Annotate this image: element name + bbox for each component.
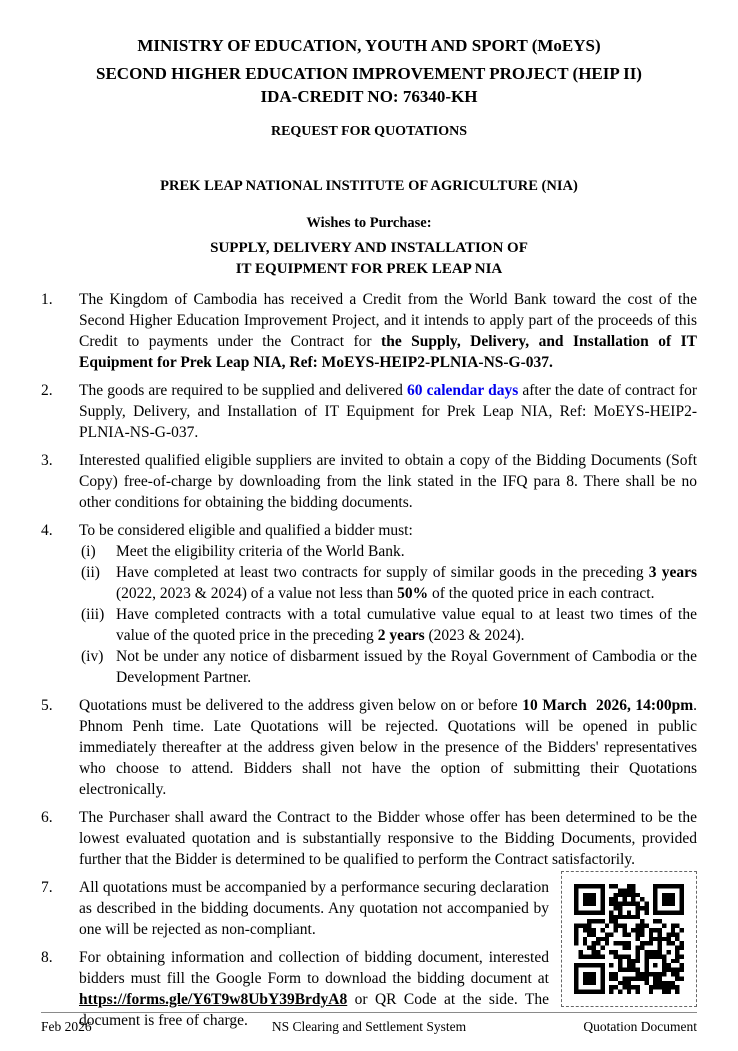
text-run: (2023 & 2024). [424, 627, 525, 644]
sub-item-label: (i) [81, 543, 96, 560]
sub-item [79, 646, 697, 688]
sub-item [79, 604, 697, 646]
text-run: All quotations must be accompanied by a performance securing declaration as described in the bidding documents. Any quotation not accompanied by one will be rejected as non-compliant. [79, 879, 549, 938]
text-run: Interested qualified eligible suppliers are invited to obtain a copy of the Bidding Documents (Soft Copy) free-of-charge by downloading from the link stated in the IFQ para 8. There shall be no other conditions for obtaining the bidding documents. [79, 452, 697, 511]
credit-number: IDA-CREDIT NO: 76340-KH [260, 87, 478, 106]
institute-title: PREK LEAP NATIONAL INSTITUTE OF AGRICULTURE (NIA) [160, 178, 578, 194]
text-run: The goods are required to be supplied and delivered [79, 382, 407, 399]
paragraph-number: 1. [41, 291, 53, 308]
paragraph-number: 6. [41, 809, 53, 826]
paragraph-text [79, 522, 413, 539]
subject-line-2: IT EQUIPMENT FOR PREK LEAP NIA [235, 261, 503, 277]
sub-item-text [116, 543, 405, 560]
text-run: Quotations must be delivered to the address given below on or before [79, 697, 523, 714]
footer-date: Feb 2026 [41, 1019, 92, 1034]
text-run: . Phnom Penh time. Late Quotations will be rejected. Quotations will be opened in public immediately thereafter at the address given below in the presence of the Bidders' representatives who choose to attend. Bidders shall not have the option of submitting their Quotations electronically. [79, 697, 697, 798]
footer-doc-type: Quotation Document [583, 1019, 697, 1034]
ministry-title: MINISTRY OF EDUCATION, YOUTH AND SPORT (MoEYS) [137, 36, 601, 55]
text-run: 2 years [377, 627, 425, 644]
text-run: The Kingdom of Cambodia has received a Credit from the World Bank toward the cost of the Second Higher Education Improvement Project, and it intends to apply part of the proceeds of this Credit to payments under the Contract for [79, 291, 697, 350]
sub-item-label: (ii) [81, 564, 100, 581]
text-run: Have completed contracts with a total cumulative value equal to at least two times of the value of the quoted price in the preceding [116, 606, 697, 644]
paragraph-number: 5. [41, 697, 53, 714]
paragraph-number: 2. [41, 382, 53, 399]
paragraph-text [79, 382, 697, 441]
paragraph-number: 7. [41, 879, 53, 896]
delivery-period-highlight: 60 calendar days [406, 382, 519, 399]
text-run: To be considered eligible and qualified a bidder must: [79, 522, 413, 539]
sub-item-text [116, 606, 697, 644]
sub-item [79, 541, 697, 562]
document-header [41, 0, 697, 280]
sub-item-label: (iii) [81, 606, 105, 623]
text-run: Not be under any notice of disbarment issued by the Royal Government of Cambodia or the Development Partner. [116, 648, 697, 686]
paragraph-text [79, 452, 697, 511]
subject-line-1: SUPPLY, DELIVERY AND INSTALLATION OF [210, 240, 528, 256]
paragraph-number: 4. [41, 522, 53, 539]
paragraph-text [79, 809, 697, 868]
paragraph-item [41, 807, 697, 870]
paragraph-text [79, 697, 697, 798]
sub-item-text [116, 648, 697, 686]
paragraph-item [41, 289, 697, 373]
text-run: (2022, 2023 & 2024) of a value not less than [116, 585, 398, 602]
text-run: Meet the eligibility criteria of the World Bank. [116, 543, 405, 560]
text-run: The Purchaser shall award the Contract to the Bidder whose offer has been determined to be the lowest evaluated quotation and is substantially responsive to the Bidding Documents, provided further that the Bidder is determined to be qualified to perform the Contract satisfactorily. [79, 809, 697, 868]
wishes-to-purchase-line: Wishes to Purchase: [306, 215, 432, 231]
text-run: 50% [397, 585, 429, 602]
paragraph-text [79, 879, 549, 938]
bidding-form-link[interactable]: https://forms.gle/Y6T9w8UbY39BrdyA8 [79, 991, 348, 1008]
sub-item [79, 562, 697, 604]
sub-item-text [116, 564, 697, 602]
paragraph-item [41, 520, 697, 688]
text-run: after the date of contract for Supply, Delivery, and Installation of IT Equipment for Prek Leap NIA, Ref: MoEYS-HEIP2-PLNIA-NS-G-037. [79, 382, 697, 441]
paragraph-item [41, 877, 697, 940]
text-run: 3 years [648, 564, 697, 581]
sub-item-label: (iv) [81, 648, 104, 665]
document-type-title: REQUEST FOR QUOTATIONS [270, 124, 468, 139]
text-run: For obtaining information and collection of bidding document, interested bidders must fill the Google Form to download the bidding document at [79, 949, 549, 987]
project-title: SECOND HIGHER EDUCATION IMPROVEMENT PROJECT (HEIP II) [96, 64, 642, 83]
text-run: Have completed at least two contracts for supply of similar goods in the preceding [116, 564, 649, 581]
text-run: or QR Code at the side. The document is free of charge. [79, 991, 549, 1029]
paragraph-number: 8. [41, 949, 53, 966]
purchase-subject [41, 238, 697, 280]
page-footer [41, 1012, 697, 1035]
footer-system-name: NS Clearing and Settlement System [271, 1019, 467, 1034]
paragraphs-section-1 [41, 289, 697, 870]
paragraph-item [41, 380, 697, 443]
document-body [41, 289, 697, 1031]
paragraph-item [41, 695, 697, 800]
text-run: of the quoted price in each contract. [428, 585, 655, 602]
paragraphs-section-2 [41, 877, 697, 1031]
paragraph-item [41, 450, 697, 513]
contract-reference: the Supply, Delivery, and Installation of IT Equipment for Prek Leap NIA, Ref: MoEYS-HEIP2-PLNIA-NS-G-037. [79, 333, 697, 371]
paragraph-number: 3. [41, 452, 53, 469]
deadline-highlight: 10 March 2026, 14:00pm [522, 697, 694, 714]
paragraph-text [79, 291, 697, 371]
